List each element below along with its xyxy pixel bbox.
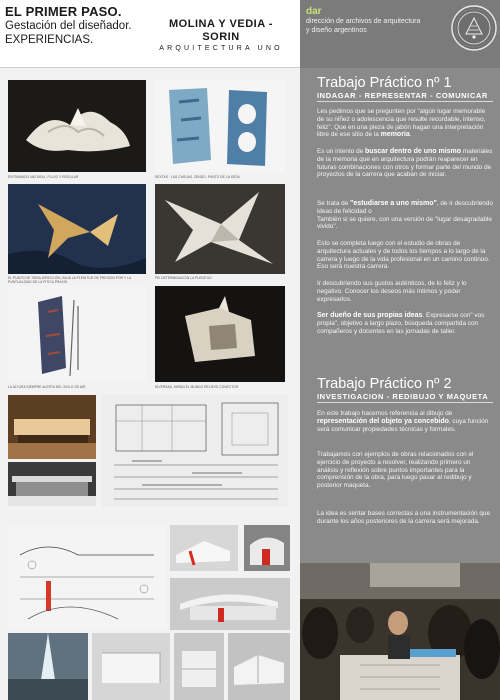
header-subtitle: Gestación del diseñador. — [5, 20, 132, 32]
tp1-divider — [317, 101, 493, 102]
tp1-paragraph-5: Ir descubriendo sus gustos auténticos, de lo feliz y lo negativo. Conocer los deseos más íntimos y poder expresarlos. — [317, 280, 467, 303]
model-photo-red-3 — [170, 578, 290, 630]
tp1-p3-extra: También si se quiere, con una versión de "lugar desagradable vivido". — [317, 215, 492, 231]
tp2-title: Trabajo Práctico nº 2 — [317, 376, 452, 392]
tp1-p1-end: . — [409, 131, 412, 139]
page-header — [0, 0, 500, 68]
tp2-divider — [317, 402, 493, 403]
tp1-p2-text: Es un intento de — [317, 148, 365, 155]
tp2-p1-highlight: representación del objeto ya concebido — [317, 417, 449, 425]
model-photo-white-3 — [228, 633, 290, 700]
university-seal-icon — [450, 4, 498, 52]
tp1-paragraph-2 — [317, 148, 493, 179]
building-model-photo — [8, 395, 96, 459]
caption-3: EL PUNTO DE TIERA DIRECCIÓN, BAJA LA PLENITUD DE PRESION POR Y LA PUNTUALIDAD DE LA PITICA PRAXIS — [8, 276, 132, 284]
tp1-p1-highlight: memoria — [380, 131, 410, 139]
tp2-subtitle: INVESTIGACION - REDIBUJO Y MAQUETA — [317, 392, 489, 401]
caption-2: SEXTAS · LAS CASUAS. ZENDO. PUNTO DE LA SEDA — [155, 175, 240, 179]
building-photo — [8, 462, 96, 506]
tp1-p6-highlight: Ser dueño de sus propias ideas — [317, 312, 423, 319]
tp1-paragraph-6 — [317, 312, 493, 335]
soap-model-photo-5 — [8, 286, 146, 382]
header-title: EL PRIMER PASO. — [5, 4, 122, 19]
model-photo-red-2 — [244, 525, 290, 571]
tp2-paragraph-3: La idea es sentar bases correctas a una instrumentación que durante los años posteriores de la carrera será mejorada. — [317, 510, 491, 525]
caption-1: ENTRAMADO NATURAL, FLUJO Y REGULAR — [8, 175, 79, 179]
caption-4: FEI DETERMINACIÓN LA PLENITUD — [155, 276, 212, 280]
dar-panel — [300, 0, 500, 68]
tp1-subtitle: INDAGAR - REPRESENTAR - COMUNICAR — [317, 91, 488, 100]
text-column — [300, 68, 500, 563]
dar-logo: dar — [306, 6, 322, 17]
plan-drawings-sheet — [102, 395, 288, 507]
tp2-paragraph-1 — [317, 410, 493, 433]
tp1-title: Trabajo Práctico nº 1 — [317, 75, 452, 91]
header-chair-block — [150, 18, 292, 54]
tp1-p3-text: Se trata de — [317, 200, 351, 207]
tp2-p1-text: En este trabajo hacemos referencia al dibujo de — [317, 410, 453, 417]
soap-model-photo-4 — [155, 184, 285, 274]
dar-line-2: y diseño argentinos — [306, 26, 367, 34]
tp1-p6-text: . Expresarse con" vos propia", objetivo a largo plazo, búsqueda compartida con compañeros y docentes en las jornadas de taller. — [317, 312, 485, 335]
tp1-p2-end: materiales de la memoria que en arquitectura podrán reaparecer en futuras combinaciones con otros y formar parte del mundo de proyectos de la carrera que acaban de iniciar. — [317, 148, 493, 179]
model-photo-white-1 — [92, 633, 170, 700]
soap-model-photo-3 — [8, 184, 146, 274]
soap-model-photo-6 — [155, 286, 285, 382]
caption-5: LA ALTURA SIEMPRE ALERTA DEL SIGLO DE AIR — [8, 385, 86, 389]
caption-6: DIVERSAS, MIRAN EL MUNDO RELIEVE CONECTOR — [155, 385, 239, 389]
model-photo-white-2 — [174, 633, 224, 700]
soap-model-photo-2 — [155, 80, 285, 172]
chair-name: MOLINA Y VEDIA - SORIN — [169, 18, 273, 43]
course-name: ARQUITECTURA UNO — [159, 45, 283, 52]
tp1-p1-text: Les pedimos que se pregunten por "algún lugar memorable de su niñez o adolescencia que resulte recordable, intenso, feliz". Que en una pieza de jabón hagan una interpretación libre de ese sitio de la — [317, 108, 486, 139]
section-drawings-sheet — [8, 525, 166, 629]
header-experiences: EXPERIENCIAS. — [5, 34, 94, 46]
site-photo-1 — [8, 633, 88, 700]
model-photo-red-1 — [170, 525, 238, 571]
tp1-paragraph-1 — [317, 108, 493, 139]
tp1-paragraph-3 — [317, 200, 493, 231]
header-title-block — [5, 5, 140, 47]
tp2-p1-end: , cuya función será comunicar propiedades técnicas y formales. — [317, 417, 489, 433]
tp2-paragraph-2: Trabajamos con ejemplos de obras relacionados con el ejercicio de proyecto a resolver, realizando primero un análisis y reflexión sobre puntos importantes para la comprensión de la obra, para luego pasar al redibujo y posterior maqueta. — [317, 451, 474, 490]
workshop-photo — [300, 563, 500, 700]
tp1-p3-end: , de ir descubriendo ideas de felicidad o — [317, 200, 493, 215]
tp1-p2-highlight: buscar dentro de uno mismo — [364, 148, 462, 155]
tp1-p3-highlight: "estudiarse a uno mismo" — [350, 200, 437, 207]
tp1-paragraph-4: Esto se completa luego con el estudio de obras de arquitectura actuales y de todos los tiempos a lo largo de la carrera y luego de la vida profesional en un camino continuo. Eso será nuestra carrera. — [317, 240, 490, 271]
dar-description — [306, 18, 446, 35]
soap-model-photo-1 — [8, 80, 146, 172]
dar-line-1: dirección de archivos de arquitectura — [306, 18, 421, 25]
